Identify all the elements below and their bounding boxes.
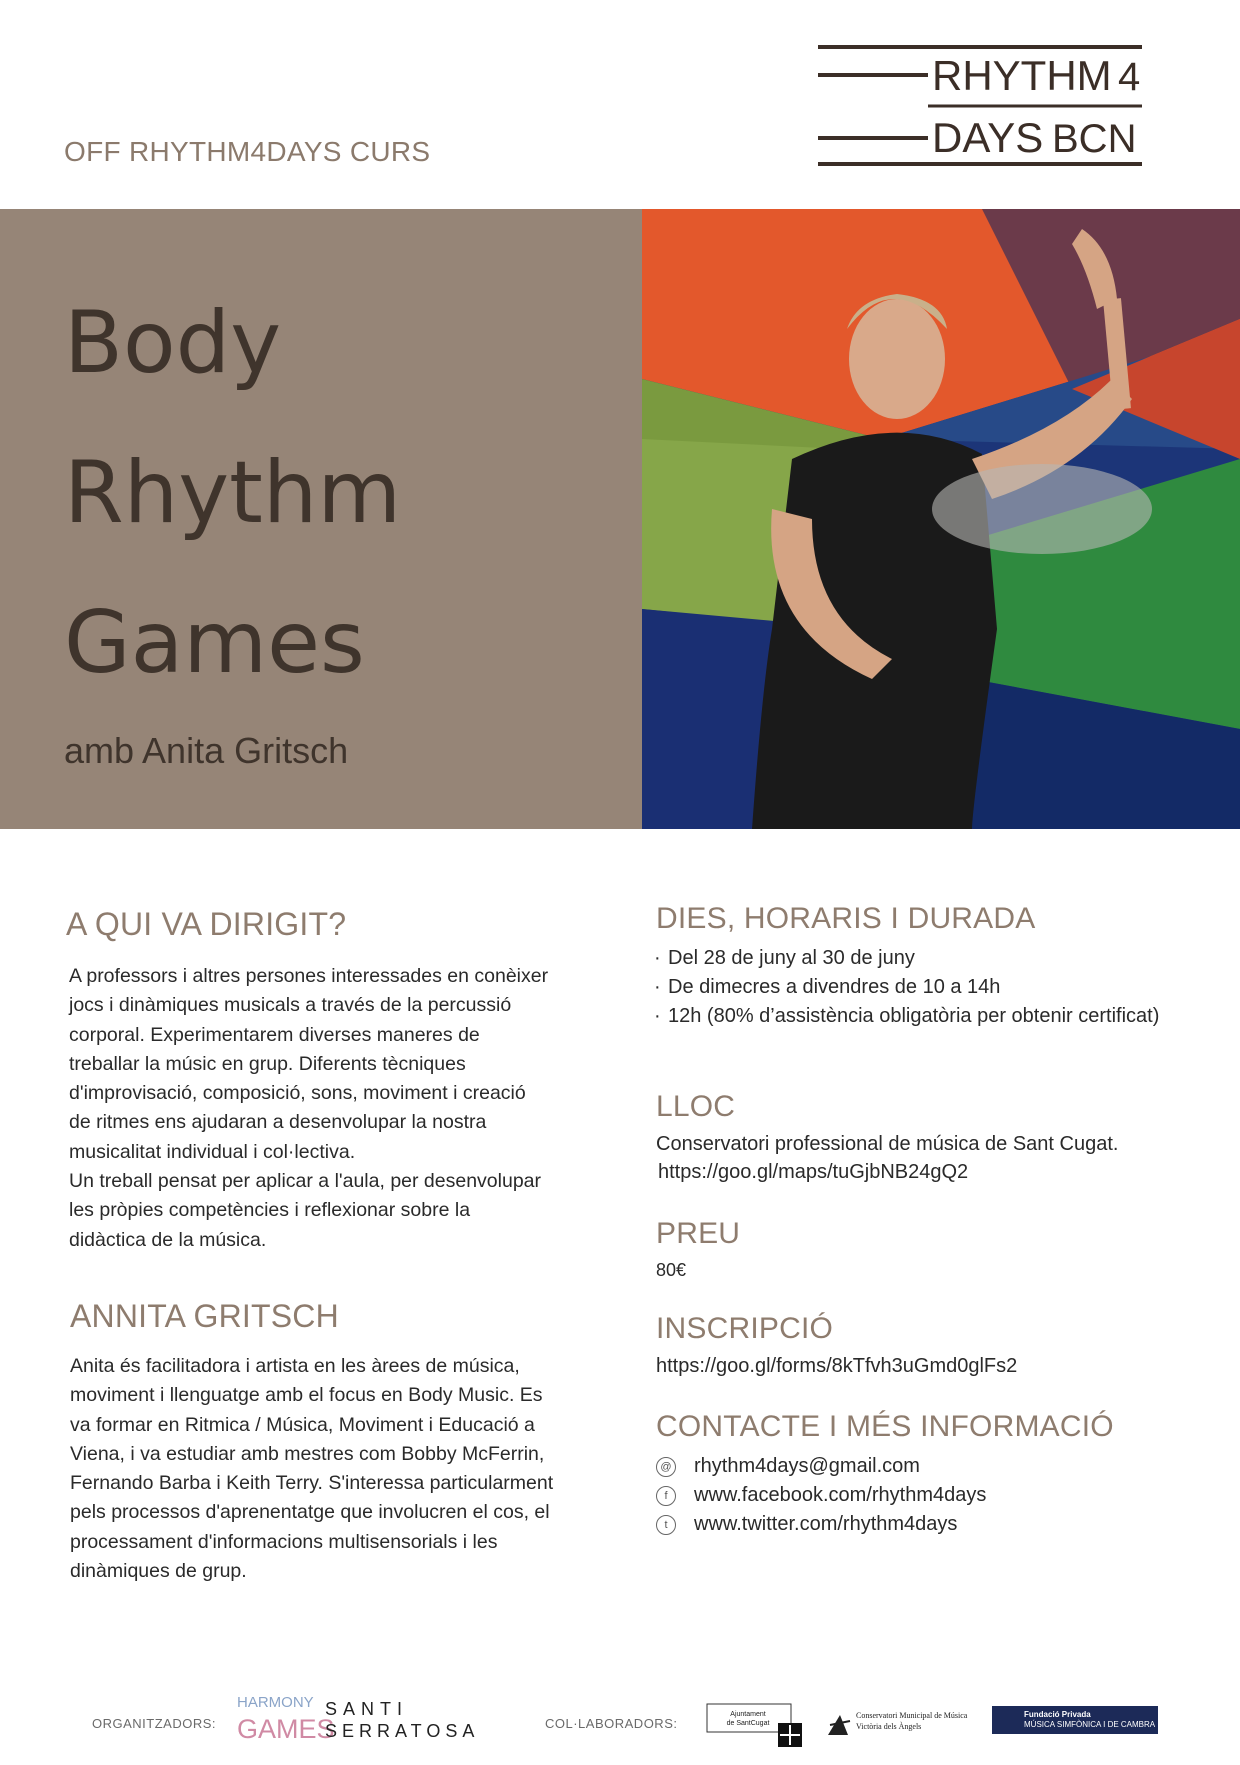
section-audience-text bbox=[69, 962, 549, 1255]
section-dates-heading: DIES, HORARIS I DURADA bbox=[656, 902, 1036, 935]
svg-text:Conservatori Municipal de Músi: Conservatori Municipal de Música bbox=[856, 1711, 968, 1720]
dates-list bbox=[654, 944, 1159, 1031]
dates-item: · De dimecres a divendres de 10 a 14h bbox=[654, 973, 1159, 1002]
section-audience-heading: A QUI VA DIRIGIT? bbox=[66, 906, 347, 942]
svg-text:HARMONY: HARMONY bbox=[237, 1694, 314, 1711]
course-kicker: OFF RHYTHM4DAYS CURS bbox=[64, 136, 431, 167]
title-line-games: Games bbox=[64, 593, 365, 693]
instructor-photo bbox=[642, 209, 1240, 829]
facebook-icon: f bbox=[656, 1486, 676, 1506]
place-name: Conservatori professional de música de Sant Cugat. bbox=[656, 1133, 1119, 1155]
title-line-body: Body bbox=[64, 293, 282, 393]
contact-email-text[interactable]: rhythm4days@gmail.com bbox=[694, 1455, 920, 1477]
svg-text:de SantCugat: de SantCugat bbox=[726, 1720, 770, 1727]
at-icon: @ bbox=[656, 1457, 676, 1477]
logo-rhythm-text: RHYTHM bbox=[932, 52, 1112, 99]
collaborators-label: COL·LABORADORS: bbox=[545, 1716, 678, 1731]
logo-bcn-text: BCN bbox=[1052, 117, 1137, 161]
price-value: 80€ bbox=[656, 1260, 687, 1280]
section-price-heading: PREU bbox=[656, 1217, 741, 1250]
section-place-heading: LLOC bbox=[656, 1090, 736, 1123]
twitter-icon: t bbox=[656, 1515, 676, 1535]
place-map-link[interactable]: https://goo.gl/maps/tuGjbNB24gQ2 bbox=[658, 1161, 969, 1183]
organizers-label: ORGANITZADORS: bbox=[92, 1716, 217, 1731]
svg-text:Victòria dels Àngels: Victòria dels Àngels bbox=[856, 1722, 922, 1731]
svg-text:GAMES: GAMES bbox=[237, 1714, 335, 1744]
section-contact-heading: CONTACTE I MÉS INFORMACIÓ bbox=[656, 1410, 1114, 1443]
contact-twitter[interactable] bbox=[656, 1510, 986, 1539]
contact-list bbox=[656, 1452, 986, 1539]
title-line-rhythm: Rhythm bbox=[64, 443, 402, 543]
contact-email[interactable] bbox=[656, 1452, 986, 1481]
ajuntament-sant-cugat-logo bbox=[706, 1703, 806, 1749]
instructor-bio: Anita és facilitadora i artista en les àrees de música, moviment i llenguatge amb el focus en Body Music. Es va formar en Ritmica / Música, Moviment i Educació a Viena, i va estudiar amb mestres com Bobby McFerrin, Fernando Barba i Keith Terry. S'interessa particularment pels processos d'aprenentatge que involucren el cos, el processament d'informacions multisensorials i les dinàmiques de grup. bbox=[70, 1355, 554, 1583]
rhythm4days-logo bbox=[816, 44, 1146, 168]
dates-item: · 12h (80% d’assistència obligatòria per obtenir certificat) bbox=[654, 1002, 1159, 1031]
santi-serratosa-logo: SANTI SERRATOSA bbox=[325, 1699, 480, 1741]
course-subtitle: amb Anita Gritsch bbox=[64, 730, 349, 771]
signup-form-link[interactable]: https://goo.gl/forms/8kTfvh3uGmd0glFs2 bbox=[656, 1355, 1018, 1377]
contact-facebook[interactable] bbox=[656, 1481, 986, 1510]
logo-4-text: 4 bbox=[1118, 55, 1141, 99]
audience-paragraph-1: A professors i altres persones interessades en conèixer jocs i dinàmiques musicals a través de la percussió corporal. Experimentarem diverses maneres de treballar la músic en grup. Diferents tècniques d'improvisació, composició, sons, moviment i creació de ritmes ens ajudaran a desenvolupar la nostra musicalitat individual i col·lectiva. bbox=[69, 965, 549, 1163]
dates-item: · Del 28 de juny al 30 de juny bbox=[654, 944, 1159, 973]
svg-text:Ajuntament: Ajuntament bbox=[730, 1711, 766, 1718]
audience-paragraph-2: Un treball pensat per aplicar a l'aula, per desenvolupar les pròpies competències i reflexionar sobre la didàctica de la música. bbox=[69, 1170, 542, 1251]
contact-twitter-text[interactable]: www.twitter.com/rhythm4days bbox=[694, 1513, 958, 1535]
harmony-games-logo bbox=[237, 1690, 335, 1744]
logo-days-text: DAYS bbox=[932, 114, 1044, 161]
section-signup-heading: INSCRIPCIÓ bbox=[656, 1312, 834, 1345]
course-title bbox=[64, 268, 401, 718]
conservatori-logo bbox=[826, 1705, 978, 1741]
fundacio-logo: Fundació Privada MÚSICA SIMFÒNICA I DE CAMBRA bbox=[992, 1706, 1158, 1734]
section-instructor-heading: ANNITA GRITSCH bbox=[70, 1298, 339, 1334]
contact-facebook-text[interactable]: www.facebook.com/rhythm4days bbox=[694, 1484, 987, 1506]
